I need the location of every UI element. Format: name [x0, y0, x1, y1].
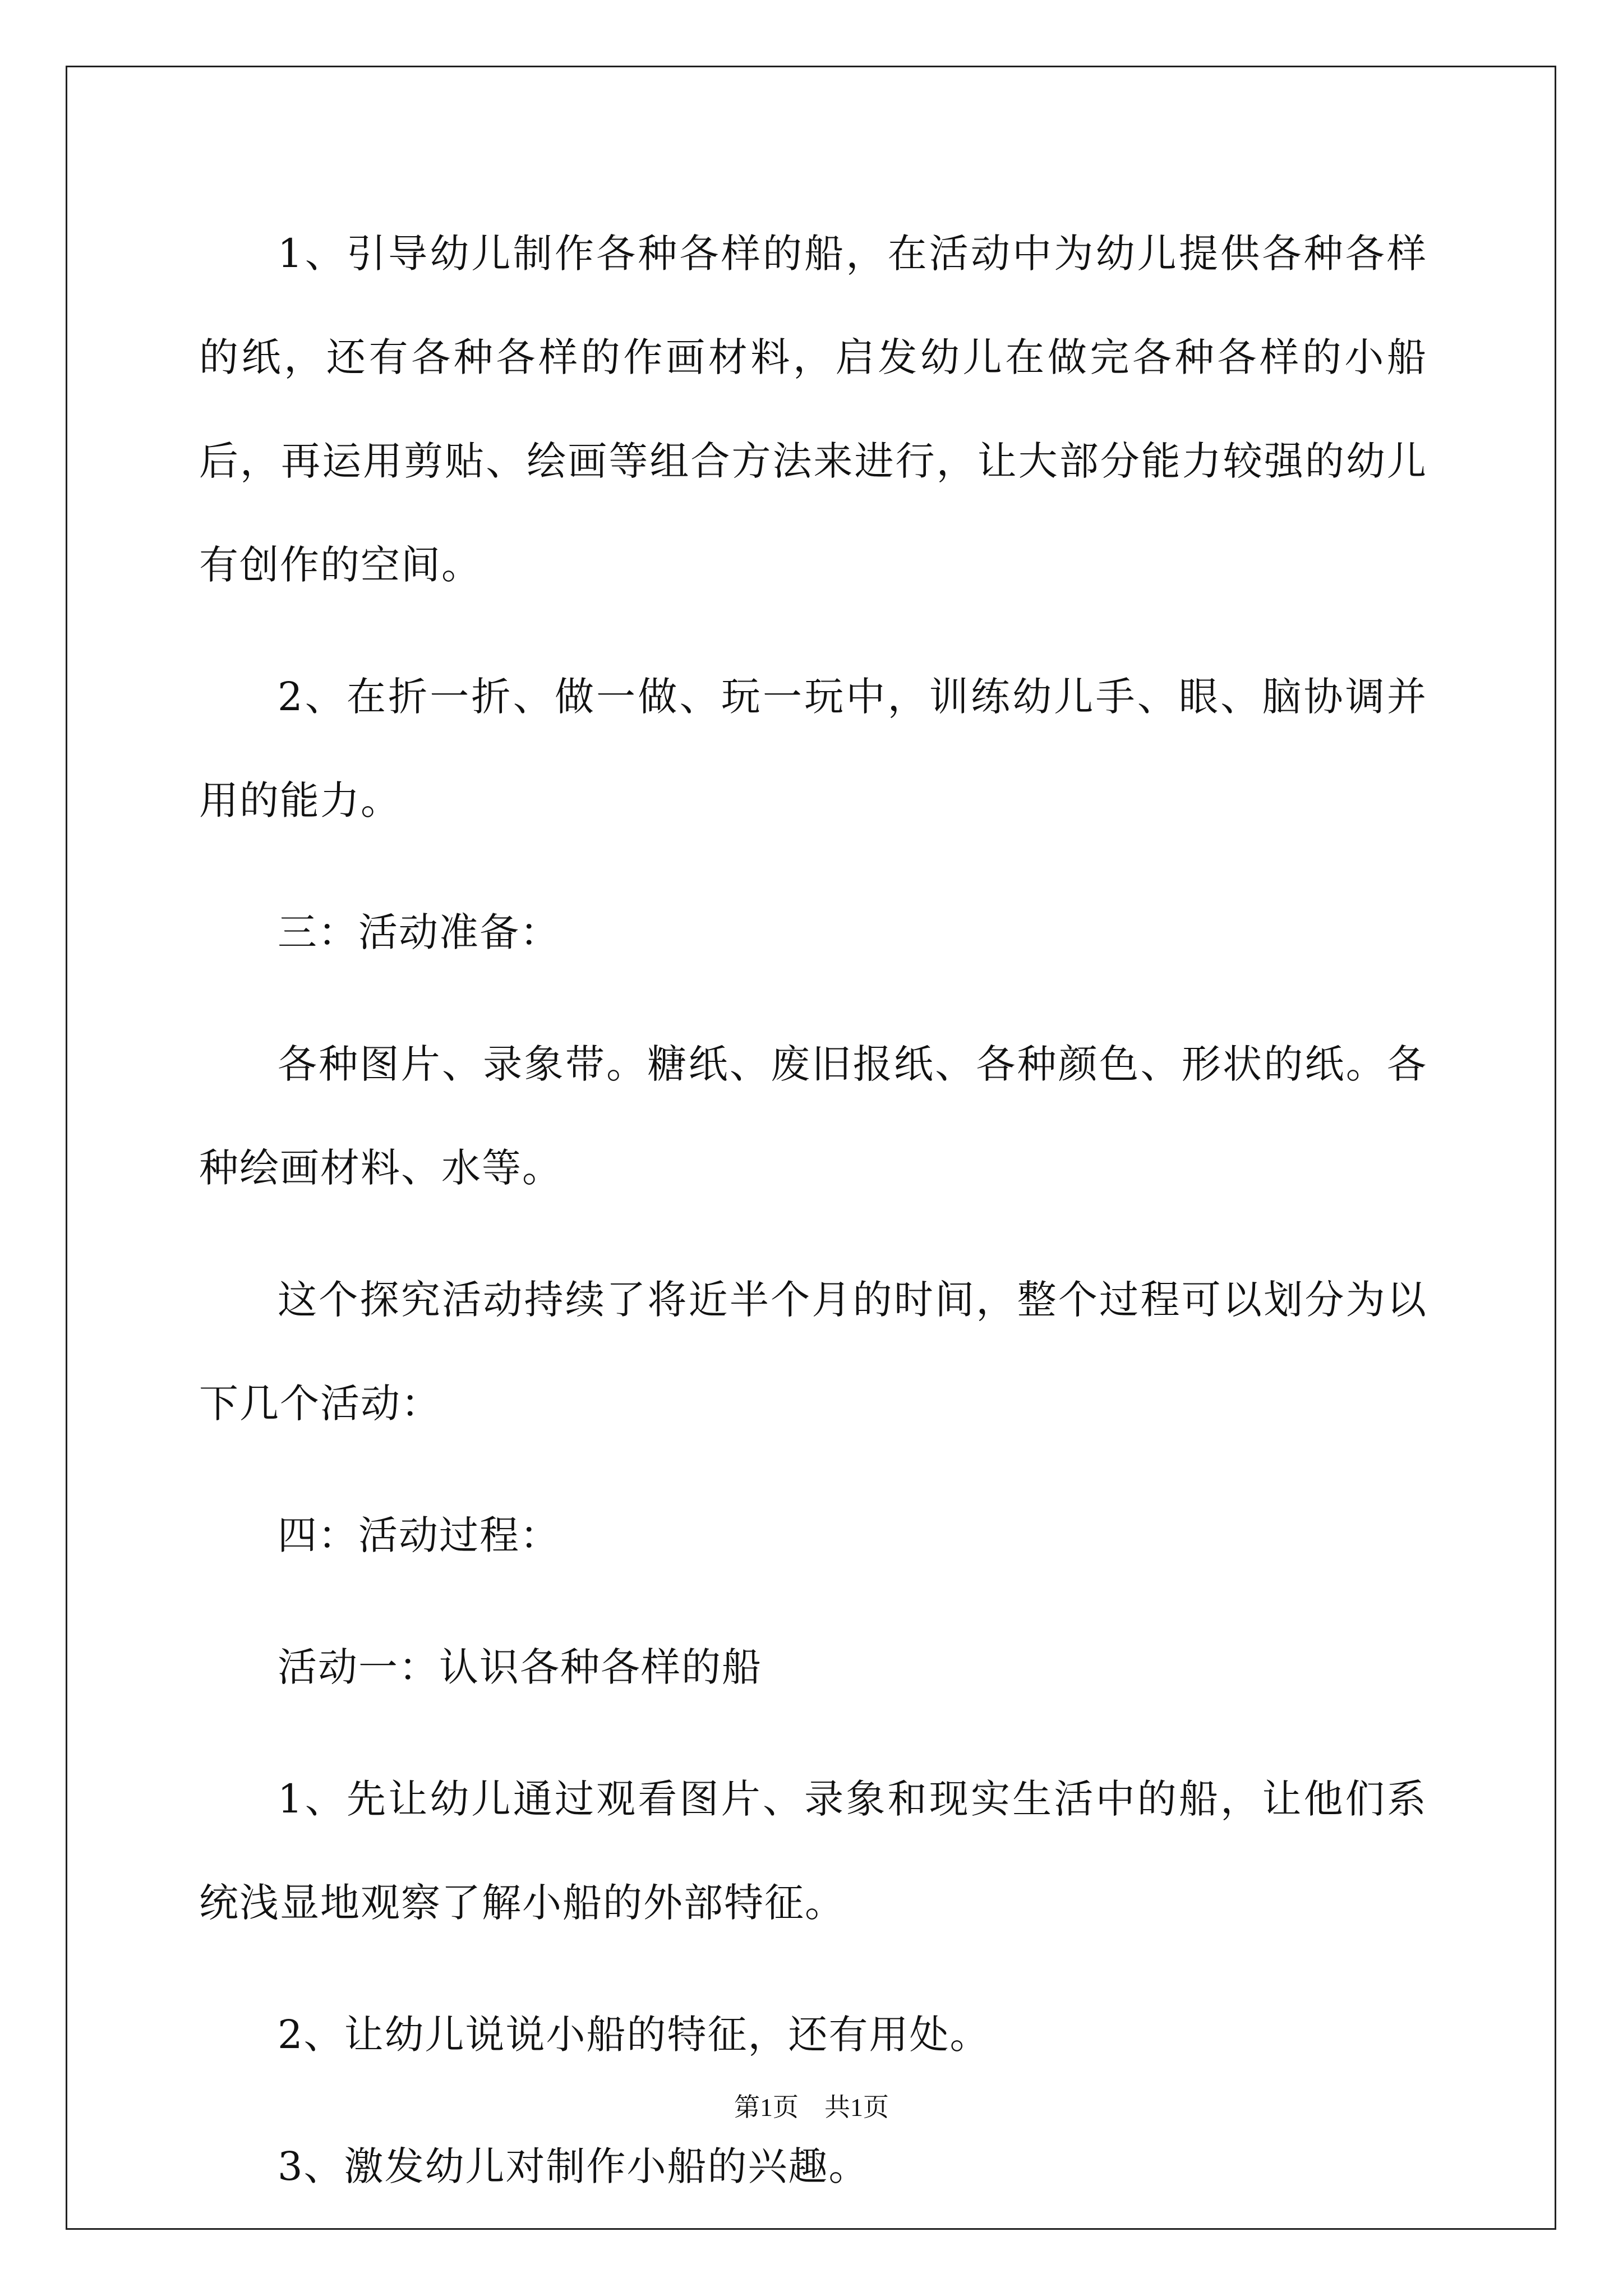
page-number: 第1页: [734, 2093, 799, 2122]
page-total: 共1页: [824, 2093, 889, 2122]
section-heading: 三：活动准备：: [278, 909, 560, 955]
paragraph: 2、在折一折、做一做、玩一玩中，训练幼儿手、眼、脑协调并用的能力。: [199, 674, 1427, 823]
section-heading: 四：活动过程：: [278, 1512, 560, 1558]
paragraph: 2、让幼儿说说小船的特征，还有用处。: [278, 2012, 990, 2058]
paragraph: 各种图片、录象带。糖纸、废旧报纸、各种颜色、形状的纸。各种绘画材料、水等。: [199, 1041, 1427, 1191]
page-footer: [0, 2087, 1623, 2124]
paragraph: 这个探究活动持续了将近半个月的时间，整个过程可以划分为以下几个活动：: [199, 1277, 1427, 1427]
paragraph: 1、先让幼儿通过观看图片、录象和现实生活中的船，让他们系统浅显地观察了解小船的外部特征。: [199, 1776, 1427, 1926]
paragraph: 3、激发幼儿对制作小船的兴趣。: [278, 2143, 869, 2189]
document-body: [199, 202, 1427, 2247]
activity-heading: 活动一：认识各种各样的船: [278, 1644, 762, 1690]
paragraph: 1、引导幼儿制作各种各样的船，在活动中为幼儿提供各种各样的纸，还有各种各样的作画材料，启发幼儿在做完各种各样的小船后，再运用剪贴、绘画等组合方法来进行，让大部分能力较强的幼儿有创作的空间。: [199, 231, 1427, 588]
